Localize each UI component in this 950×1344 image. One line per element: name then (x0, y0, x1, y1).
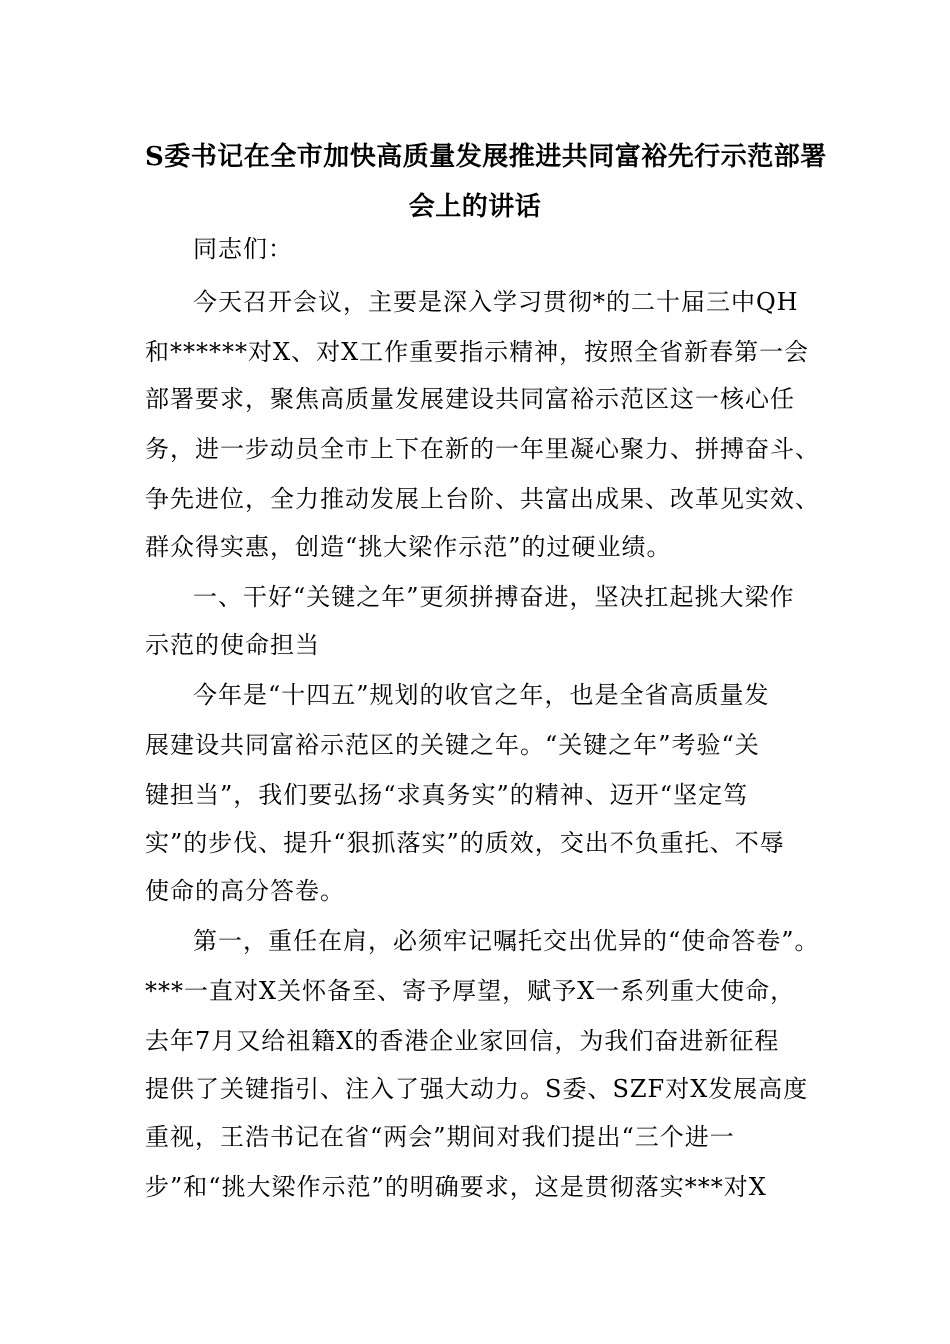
body-line: 务，进一步动员全市上下在新的一年里凝心聚力、拼搏奋斗、 (145, 435, 820, 463)
body-line: 今年是“十四五”规划的收官之年，也是全省高质量发 (193, 681, 770, 709)
salutation: 同志们： (193, 235, 293, 263)
document-title-line-2: 会上的讲话 (408, 192, 542, 222)
section-heading-line: 一、干好“关键之年”更须拼搏奋进，坚决扛起挑大梁作 (193, 583, 795, 611)
body-line: 实”的步伐、提升“狠抓落实”的质效，交出不负重托、不辱 (145, 829, 785, 857)
body-line: 展建设共同富裕示范区的关键之年。“关键之年”考验“关 (145, 731, 760, 759)
body-line: 争先进位，全力推动发展上台阶、共富出成果、改革见实效、 (145, 485, 820, 513)
body-line: 第一，重任在肩，必须牢记嘱托交出优异的“使命答卷”。 (193, 927, 820, 955)
body-line: 使命的高分答卷。 (145, 877, 345, 905)
body-line: 群众得实惠，创造“挑大梁作示范”的过硬业绩。 (145, 533, 672, 561)
body-line: ***一直对X关怀备至、寄予厚望，赋予X一系列重大使命， (145, 977, 796, 1005)
body-line: 和******对X、对X工作重要指示精神，按照全省新春第一会 (145, 338, 810, 366)
body-line: 重视，王浩书记在省“两会”期间对我们提出“三个进一 (145, 1123, 735, 1151)
section-heading-line: 示范的使命担当 (145, 631, 320, 659)
body-line: 提供了关键指引、注入了强大动力。S委、SZF对X发展高度 (145, 1075, 809, 1103)
body-line: 去年7月又给祖籍X的香港企业家回信，为我们奋进新征程 (145, 1027, 780, 1055)
document-title-line-1: S委书记在全市加快高质量发展推进共同富裕先行示范部署 (145, 142, 827, 172)
body-line: 今天召开会议，主要是深入学习贯彻*的二十届三中QH (193, 288, 799, 316)
body-line: 部署要求，聚焦高质量发展建设共同富裕示范区这一核心任 (145, 385, 795, 413)
body-line: 步”和“挑大梁作示范”的明确要求，这是贯彻落实***对X (145, 1173, 767, 1201)
body-line: 键担当”，我们要弘扬“求真务实”的精神、迈开“坚定笃 (145, 781, 749, 809)
